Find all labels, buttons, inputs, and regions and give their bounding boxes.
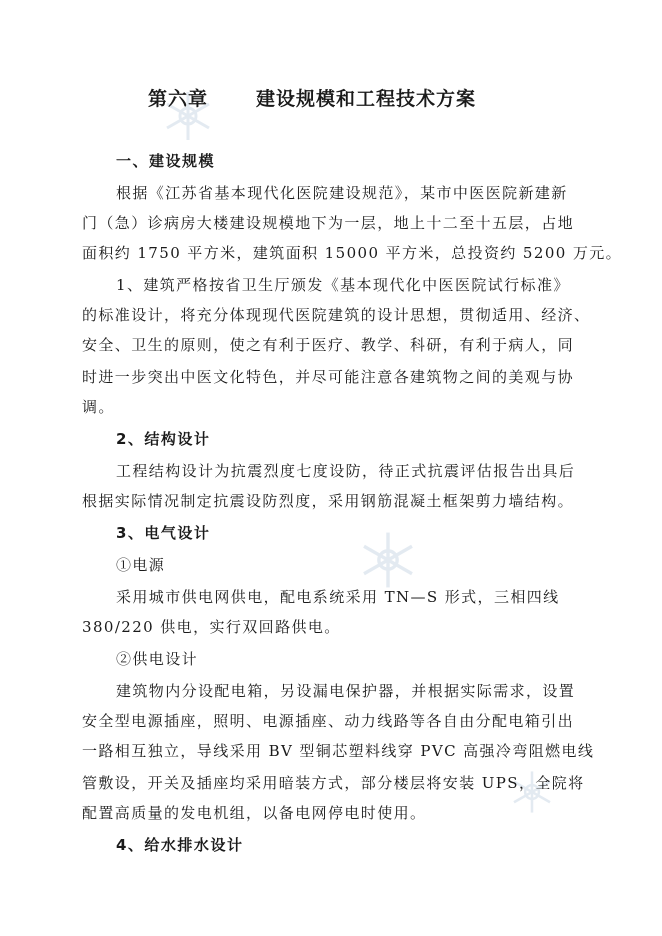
paragraph-line: 调。 xyxy=(82,398,115,416)
paragraph-line: 时进一步突出中医文化特色，并尽可能注意各建筑物之间的美观与协 xyxy=(82,368,575,386)
paragraph-line: 一路相互独立，导线采用 BV 型铜芯塑料线穿 PVC 高强冷弯阻燃电线 xyxy=(82,742,595,760)
section-heading: 3、电气设计 xyxy=(116,524,211,542)
snowflake-watermark-icon xyxy=(356,528,420,592)
paragraph-line: 配置高质量的发电机组，以备电网停电时使用。 xyxy=(82,804,427,822)
paragraph-line: 门（急）诊病房大楼建设规模地下为一层，地上十二至十五层，占地 xyxy=(82,214,575,232)
paragraph-line: 面积约 1750 平方米，建筑面积 15000 平方米，总投资约 5200 万元。 xyxy=(82,244,623,262)
chapter-heading: 建设规模和工程技术方案 xyxy=(256,88,477,110)
paragraph-line: 采用城市供电网供电，配电系统采用 TN—S 形式，三相四线 xyxy=(116,588,560,606)
section-heading: 4、给水排水设计 xyxy=(116,836,244,854)
paragraph-line: 管敷设，开关及插座均采用暗装方式，部分楼层将安装 UPS，全院将 xyxy=(82,774,585,792)
paragraph-line: 根据《江苏省基本现代化医院建设规范》，某市中医医院新建新 xyxy=(116,184,568,202)
paragraph-line: 工程结构设计为抗震烈度七度设防，待正式抗震评估报告出具后 xyxy=(116,462,576,480)
chapter-label: 第六章 xyxy=(148,88,209,110)
subsection-label: ①电源 xyxy=(116,556,166,574)
paragraph-line: 安全、卫生的原则，使之有利于医疗、教学、科研，有利于病人，同 xyxy=(82,336,575,354)
paragraph-line: 的标准设计，将充分体现现代医院建筑的设计思想，贯彻适用、经济、 xyxy=(82,306,591,324)
paragraph-line: 建筑物内分设配电箱，另设漏电保护器，并根据实际需求，设置 xyxy=(116,682,576,700)
paragraph-line: 380/220 供电，实行双回路供电。 xyxy=(82,618,341,636)
chapter-title xyxy=(148,84,476,111)
paragraph-line: 根据实际情况制定抗震设防烈度，采用钢筋混凝土框架剪力墙结构。 xyxy=(82,492,575,510)
section-heading: 一、建设规模 xyxy=(116,152,216,170)
section-heading: 2、结构设计 xyxy=(116,430,211,448)
paragraph-line: 1、建筑严格按省卫生厅颁发《基本现代化中医医院试行标准》 xyxy=(116,276,570,294)
subsection-label: ②供电设计 xyxy=(116,650,199,668)
paragraph-line: 安全型电源插座，照明、电源插座、动力线路等各自由分配电箱引出 xyxy=(82,712,575,730)
